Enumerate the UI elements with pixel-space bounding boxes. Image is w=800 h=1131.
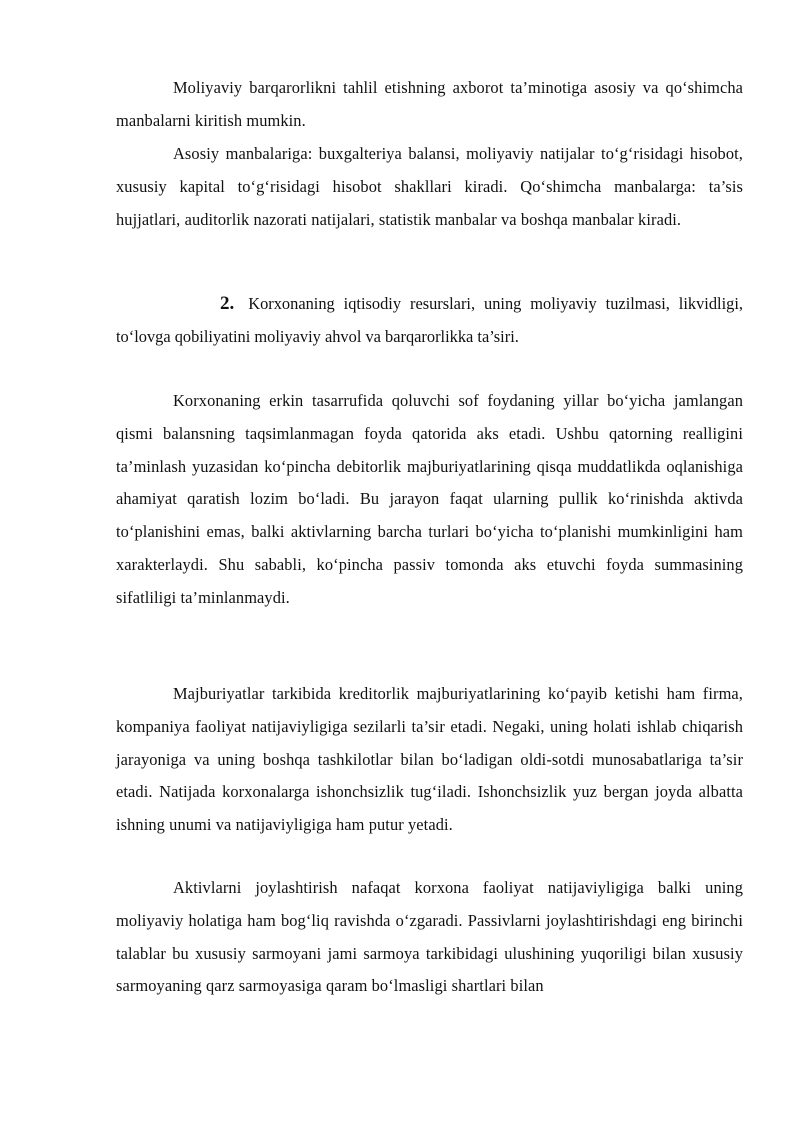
section-number: 2. xyxy=(220,293,235,314)
paragraph-main-sources: Asosiy manbalariga: buxgalteriya balansi, moliyaviy natijalar to‘g‘risidagi hisobot, xususiy kapital to‘g‘risidagi hisobot shakllari kiradi. Qo‘shimcha manbalarga: ta’sis hujjatlari, auditorlik nazorati natijalari, statistik manbalar va boshqa manbalar kiradi. xyxy=(116,144,743,229)
paragraph-information-sources: Moliyaviy barqarorlikni tahlil etishning axborot ta’minotiga asosiy va qo‘shimcha manbalarni kiritish mumkin. xyxy=(116,78,743,130)
paragraph-asset-placement: Aktivlarni joylashtirish nafaqat korxona faoliyat natijaviyligiga balki uning moliyaviy holatiga ham bog‘liq ravishda o‘zgaradi. Passivlarni joylashtirishdagi eng birinchi talablar bu xususiy sarmoyani jami sarmoya tarkibidagi ulushining yuqoriligi bilan xususiy sarmoyaning qarz sarmoyasiga qaram bo‘lmasligi shartlari bilan xyxy=(116,878,743,996)
section-heading xyxy=(116,288,743,354)
section-title: Korxonaning iqtisodiy resurslari, uning moliyaviy tuzilmasi, likvidligi, to‘lovga qobiliyatini moliyaviy ahvol va barqarorlikka ta’siri. xyxy=(116,294,743,346)
paragraph-liabilities: Majburiyatlar tarkibida kreditorlik majburiyatlarining ko‘payib ketishi ham firma, kompaniya faoliyat natijaviyligiga sezilarli ta’sir etadi. Negaki, uning holati ishlab chiqarish jarayoniga va uning boshqa tashkilotlar bilan bo‘ladigan oldi-sotdi munosabatlariga ta’sir etadi. Natijada korxonalarga ishonchsizlik tug‘iladi. Ishonchsizlik yuz bergan joyda albatta ishning unumi va natijaviyligiga ham putur yetadi. xyxy=(116,684,743,835)
paragraph-net-profit: Korxonaning erkin tasarrufida qoluvchi sof foydaning yillar bo‘yicha jamlangan qismi balansning taqsimlanmagan foyda qatorida aks etadi. Ushbu qatorning realligini ta’minlash yuzasidan ko‘pincha debitorlik majburiyatlarining qisqa muddatlikda oqlanishiga ahamiyat qaratish lozim bo‘ladi. Bu jarayon faqat ularning pullik ko‘rinishda aktivda to‘planishini emas, balki aktivlarning barcha turlari bo‘yicha to‘planishi mumkinligini ham xarakterlaydi. Shu sababli, ko‘pincha passiv tomonda aks etuvchi foyda summasining sifatliligi ta’minlanmaydi. xyxy=(116,391,743,607)
